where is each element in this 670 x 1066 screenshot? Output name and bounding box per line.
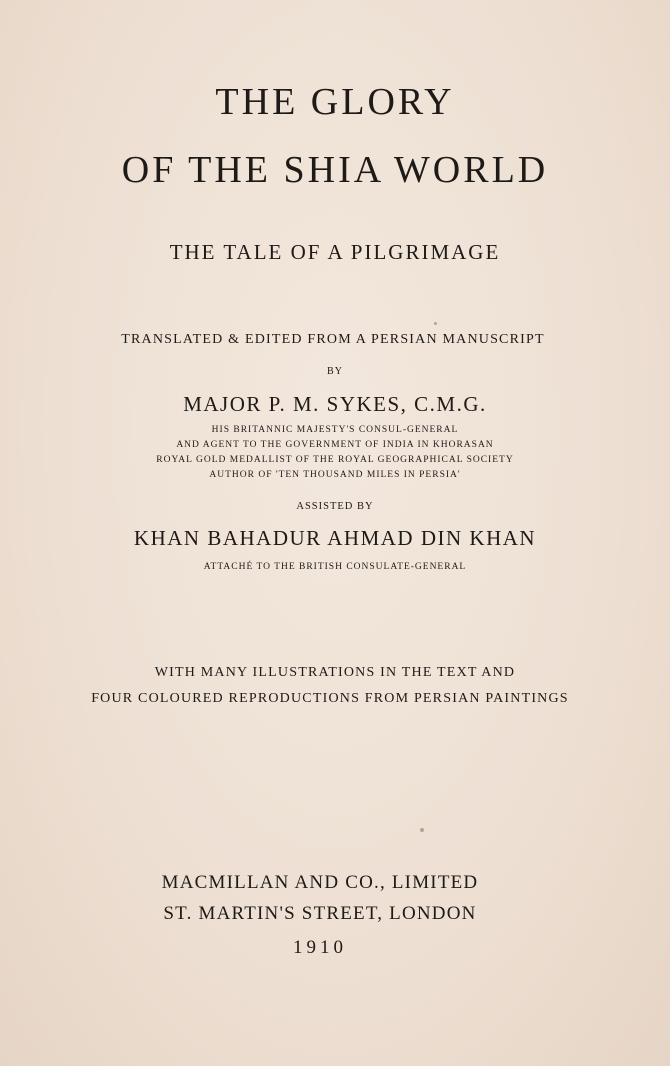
- author-name: MAJOR P. M. SYKES, C.M.G.: [183, 392, 487, 416]
- publication-year: 1910: [293, 937, 347, 958]
- book-subtitle: THE TALE OF A PILGRIMAGE: [169, 240, 501, 264]
- paper-speck: [420, 828, 424, 832]
- assistant-role: ATTACHÉ TO THE BRITISH CONSULATE-GENERAL: [203, 562, 467, 572]
- publisher-name: MACMILLAN AND CO., LIMITED: [161, 872, 479, 893]
- assisted-by-label: ASSISTED BY: [296, 501, 374, 512]
- book-title-line-2: OF THE SHIA WORLD: [121, 149, 549, 191]
- author-credential: AND AGENT TO THE GOVERNMENT OF INDIA IN KHORASAN: [176, 440, 494, 450]
- author-credential: AUTHOR OF 'TEN THOUSAND MILES IN PERSIA': [209, 470, 461, 480]
- book-title-line-1: THE GLORY: [215, 81, 455, 123]
- author-credential: ROYAL GOLD MEDALLIST OF THE ROYAL GEOGRAPHICAL SOCIETY: [156, 455, 514, 465]
- by-label: BY: [327, 366, 343, 377]
- author-credential: HIS BRITANNIC MAJESTY'S CONSUL-GENERAL: [211, 425, 459, 435]
- translation-note: TRANSLATED & EDITED FROM A PERSIAN MANUSCRIPT: [121, 332, 545, 347]
- assistant-name: KHAN BAHADUR AHMAD DIN KHAN: [133, 526, 537, 550]
- paper-speck: [434, 322, 437, 325]
- illustrations-note-line-2: FOUR COLOURED REPRODUCTIONS FROM PERSIAN PAINTINGS: [91, 691, 569, 706]
- illustrations-note-line-1: WITH MANY ILLUSTRATIONS IN THE TEXT AND: [154, 665, 516, 680]
- publisher-address: ST. MARTIN'S STREET, LONDON: [163, 903, 477, 924]
